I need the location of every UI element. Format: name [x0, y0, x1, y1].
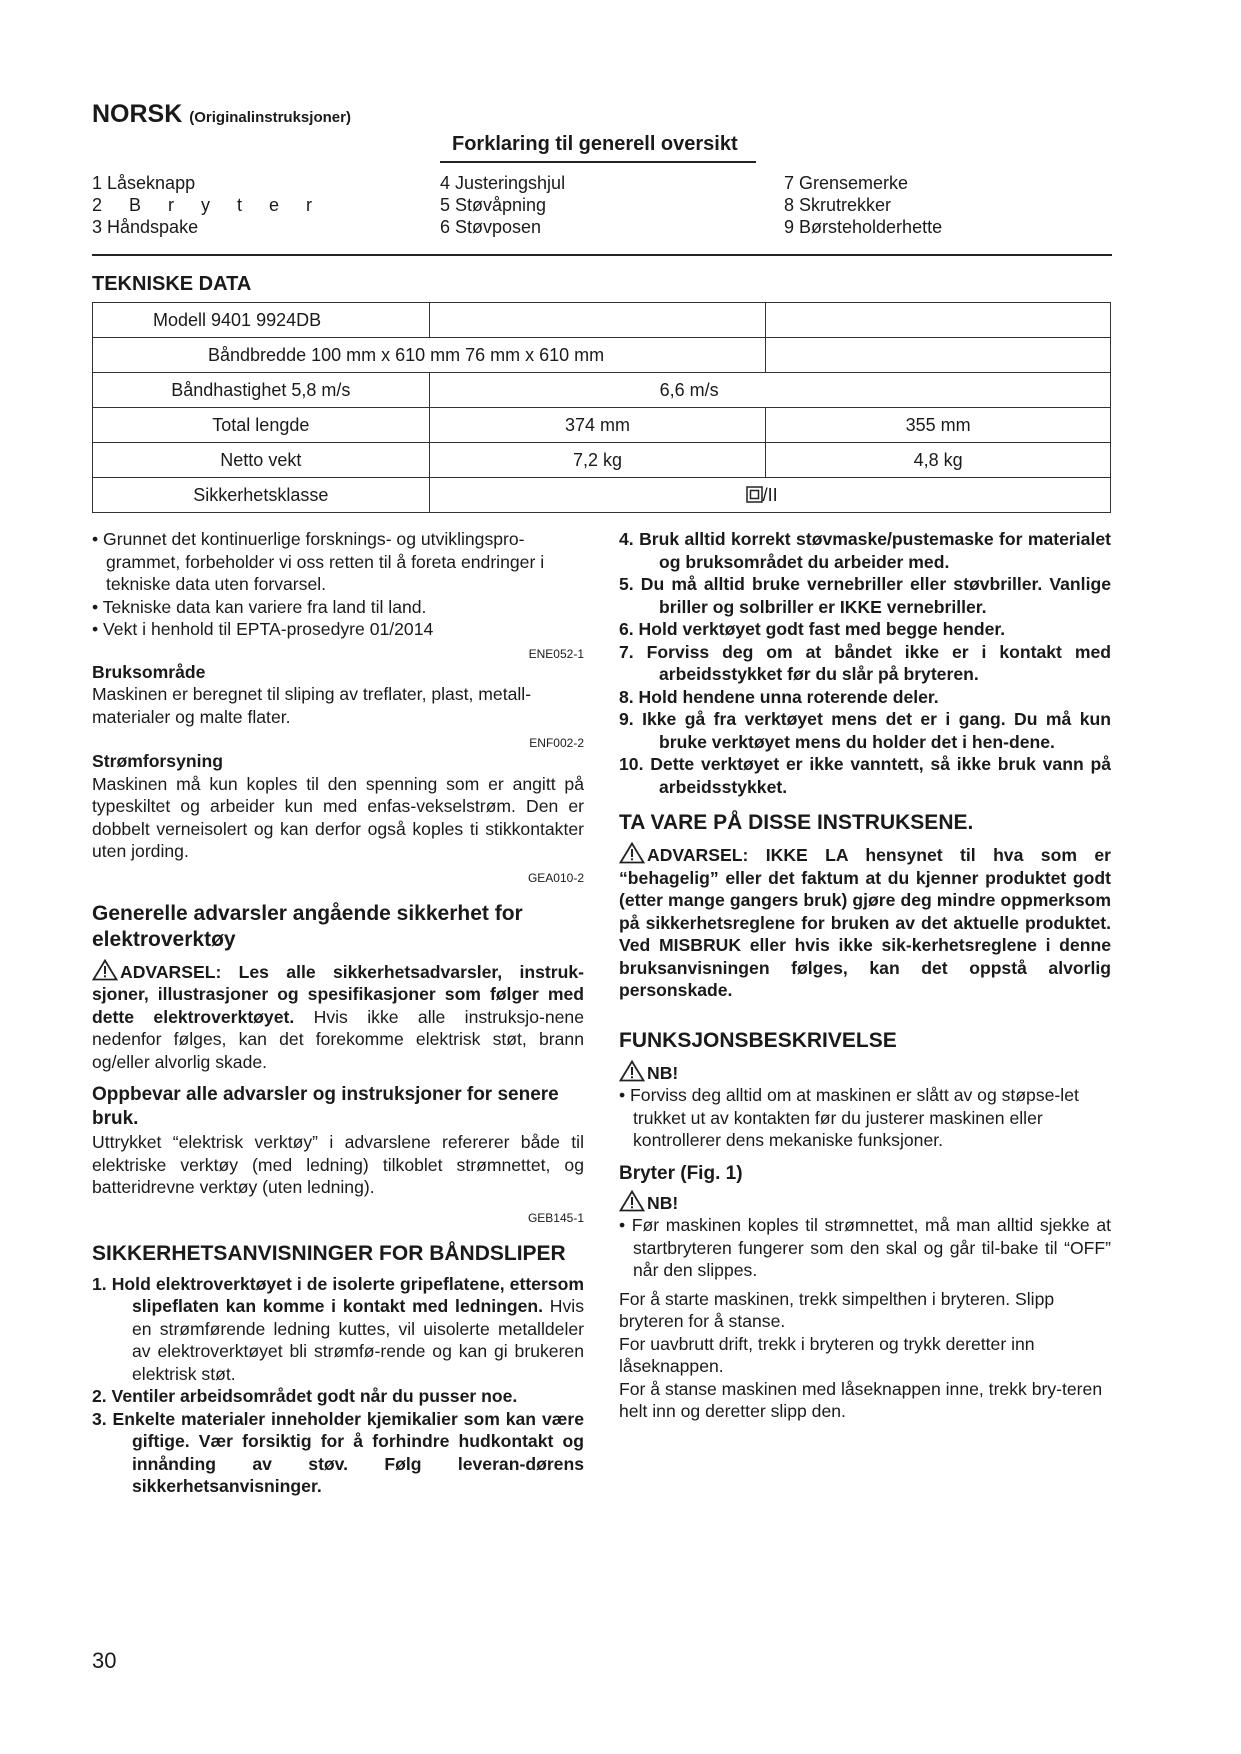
- power-title: Strømforsyning: [92, 751, 223, 771]
- safety-item: 4. Bruk alltid korrekt støvmaske/pustemaske for materialet og bruksområdet du arbeider med.: [619, 529, 1111, 572]
- general-warning-text: Hvis ikke alle instruksjo-nene nedenfor følges, kan det forekomme elektrisk støt, brann og/eller alvorlig skade.: [92, 1006, 584, 1072]
- safety-instructions-title: SIKKERHETSANVISNINGER FOR BÅNDSLIPER: [92, 1241, 566, 1265]
- legend-column-2: [440, 172, 565, 238]
- tech-note: • Vekt i henhold til EPTA-prosedyre 01/2014: [92, 619, 434, 639]
- legend-item: 5 Støvåpning: [440, 195, 547, 215]
- safety-item-bold: 1. Hold elektroverktøyet i de isolerte gripeflatene, ettersom slipeflaten kan komme i kontakt med ledningen.: [92, 1273, 584, 1316]
- table-cell: [429, 303, 766, 338]
- general-warning: [92, 959, 584, 1074]
- legend-column-1: [92, 172, 312, 238]
- warning-triangle-icon: [92, 959, 118, 981]
- safety-item: 7. Forviss deg om at båndet ikke er i kontakt med arbeidsstykket før du slår på bryteren.: [619, 641, 1111, 684]
- safety-item: 2. Ventiler arbeidsområdet godt når du pusser noe.: [92, 1386, 518, 1406]
- table-row: [93, 408, 1111, 443]
- table-cell: [766, 303, 1111, 338]
- header-subtitle: (Originalinstruksjoner): [189, 109, 351, 126]
- warning-triangle-icon: [619, 842, 645, 864]
- table-row: [93, 338, 1111, 373]
- switch-note: • Før maskinen koples til strømnettet, må man alltid sjekke at startbryteren fungerer som den skal og går til-bake til “OFF” når den slippes.: [619, 1215, 1111, 1280]
- nb-text: NB!: [647, 1062, 679, 1083]
- general-warnings-title: Generelle advarsler angående sikkerhet for elektroverktøy: [92, 901, 523, 951]
- language-title: NORSK: [92, 100, 183, 128]
- misuse-warning: [619, 842, 1111, 1002]
- keep-instructions-heading: TA VARE PÅ DISSE INSTRUKSENE.: [619, 811, 974, 834]
- table-cell: Modell 9401 9924DB: [93, 303, 430, 338]
- page-header: [92, 100, 351, 129]
- left-column: [92, 528, 584, 1498]
- function-note: • Forviss deg alltid om at maskinen er slått av og støpse-let trukket ut av kontakten før du justerer maskinen eller kontrollerer dens mekaniske funksjoner.: [619, 1085, 1079, 1150]
- table-row: [93, 303, 1111, 338]
- tech-note: • Tekniske data kan variere fra land til land.: [92, 596, 427, 617]
- page-number: 30: [92, 1648, 117, 1673]
- table-cell-safety-class: [429, 478, 1110, 513]
- safety-item: 3. Enkelte materialer inneholder kjemikalier som kan være giftige. Vær forsiktig for å forhindre hudkontakt og innånding av støv. Følg leveran-dørens sikkerhetsanvisninger.: [92, 1408, 584, 1496]
- legend-item: 2 B r y t e r: [92, 195, 313, 215]
- table-cell: Båndhastighet 5,8 m/s: [93, 373, 430, 408]
- general-warning-bold: ADVARSEL: Les alle sikkerhetsadvarsler, instruk-sjoner, illustrasjoner og spesifikasjoner som følger med dette elektroverktøyet.: [92, 961, 584, 1027]
- legend-item: 7 Grensemerke: [784, 173, 909, 193]
- keep-warnings-title: Oppbevar alle advarsler og instruksjoner for senere bruk.: [92, 1084, 559, 1129]
- legend-item: 9 Børsteholderhette: [784, 217, 943, 237]
- tech-data-title: TEKNISKE DATA: [92, 273, 252, 295]
- legend-title: Forklaring til generell oversikt: [452, 133, 738, 155]
- misuse-warning-text: ADVARSEL: IKKE LA hensynet til hva som er “behagelig” eller det faktum at du kjenner produktet godt (etter mange gangers bruk) gjøre deg mindre oppmerksom på sikkerhetsreglene for bruken av det aktuelle produktet. Ved MISBRUK eller hvis ikke sik-kerhetsreglene i denne bruksanvisningen følges, kan det oppstå alvorlig personskade.: [619, 845, 1111, 1000]
- safety-item: [92, 1273, 584, 1386]
- table-cell: 4,8 kg: [766, 443, 1111, 478]
- legend-item: 8 Skrutrekker: [784, 195, 892, 215]
- table-cell: 7,2 kg: [429, 443, 766, 478]
- safety-class-value: /II: [762, 484, 778, 505]
- warning-triangle-icon: [619, 1190, 645, 1212]
- safety-item: 5. Du må alltid bruke vernebriller eller støvbriller. Vanlige briller og solbriller er IKKE vernebriller.: [619, 574, 1111, 617]
- ref-code: GEB145-1: [527, 1210, 584, 1225]
- warning-triangle-icon: [619, 1060, 645, 1082]
- table-cell: 374 mm: [429, 408, 766, 443]
- switch-paragraph: For uavbrutt drift, trekk i bryteren og trykk deretter inn låseknappen.: [619, 1333, 1035, 1376]
- nb-label: [619, 1060, 1111, 1085]
- nb-text: NB!: [647, 1192, 679, 1213]
- usage-text: Maskinen er beregnet til sliping av treflater, plast, metall-materialer og malte flater.: [92, 684, 532, 727]
- safety-item: 6. Hold verktøyet godt fast med begge hender.: [619, 619, 1006, 639]
- legend-item: 4 Justeringshjul: [440, 173, 566, 193]
- safety-item: 10. Dette verktøyet er ikke vanntett, så ikke bruk vann på arbeidsstykket.: [619, 754, 1111, 797]
- table-cell: Netto vekt: [93, 443, 430, 478]
- safety-item: 8. Hold hendene unna roterende deler.: [619, 686, 939, 707]
- legend-item: 3 Håndspake: [92, 217, 199, 237]
- table-row: [93, 478, 1111, 513]
- safety-item: 9. Ikke gå fra verktøyet mens det er i gang. Du må kun bruke verktøyet mens du holder det i hen-dene.: [619, 709, 1111, 752]
- legend-title-rule: [440, 161, 756, 163]
- switch-paragraph: For å stanse maskinen med låseknappen inne, trekk bry-teren helt inn og deretter slipp den.: [619, 1378, 1103, 1421]
- table-row: [93, 373, 1111, 408]
- safety-item-text: Hvis en strømførende ledning kuttes, vil uisolerte metalldeler av elektroverktøyet bli strømfø-rende og kan gi brukeren elektrisk støt.: [132, 1296, 584, 1384]
- table-cell: Total lengde: [93, 408, 430, 443]
- double-insulation-icon: [746, 486, 763, 503]
- tech-note: • Grunnet det kontinuerlige forsknings- og utviklingspro-grammet, forbeholder vi oss retten til å foreta endringer i tekniske data uten forvarsel.: [92, 529, 545, 594]
- table-cell: Sikkerhetsklasse: [93, 478, 430, 513]
- ref-code: GEA010-2: [527, 870, 584, 885]
- ref-code: ENE052-1: [528, 646, 584, 661]
- switch-paragraph: For å starte maskinen, trekk simpelthen i bryteren. Slipp bryteren for å stanse.: [619, 1288, 1055, 1331]
- table-row: [93, 443, 1111, 478]
- nb-label: [619, 1190, 1111, 1215]
- function-description-title: FUNKSJONSBESKRIVELSE: [619, 1028, 897, 1052]
- table-cell: Båndbredde 100 mm x 610 mm 76 mm x 610 mm: [93, 338, 766, 373]
- table-cell: [766, 338, 1111, 373]
- legend-item: 1 Låseknapp: [92, 173, 196, 193]
- section-divider: [92, 254, 1112, 256]
- ref-code: ENF002-2: [529, 736, 584, 750]
- power-text: Maskinen må kun koples til den spenning som er angitt på typeskiltet og arbeider kun med enfas-vekselstrøm. Den er dobbelt verneisolert og kan derfor også koples ti stikkontakter uten jording.: [92, 773, 584, 861]
- usage-title: Bruksområde: [92, 661, 206, 682]
- table-cell: 6,6 m/s: [429, 373, 1110, 408]
- legend-item: 6 Støvposen: [440, 217, 542, 237]
- right-column: [619, 528, 1111, 1423]
- table-cell: 355 mm: [766, 408, 1111, 443]
- tech-data-table: [92, 302, 1111, 513]
- switch-title: Bryter (Fig. 1): [619, 1162, 743, 1184]
- keep-warnings-text: Uttrykket “elektrisk verktøy” i advarslene refererer både til elektriske verktøy (med ledning) tilkoblet strømnettet, og batteridrevne verktøy (uten ledning).: [92, 1132, 584, 1197]
- legend-column-3: [784, 172, 942, 238]
